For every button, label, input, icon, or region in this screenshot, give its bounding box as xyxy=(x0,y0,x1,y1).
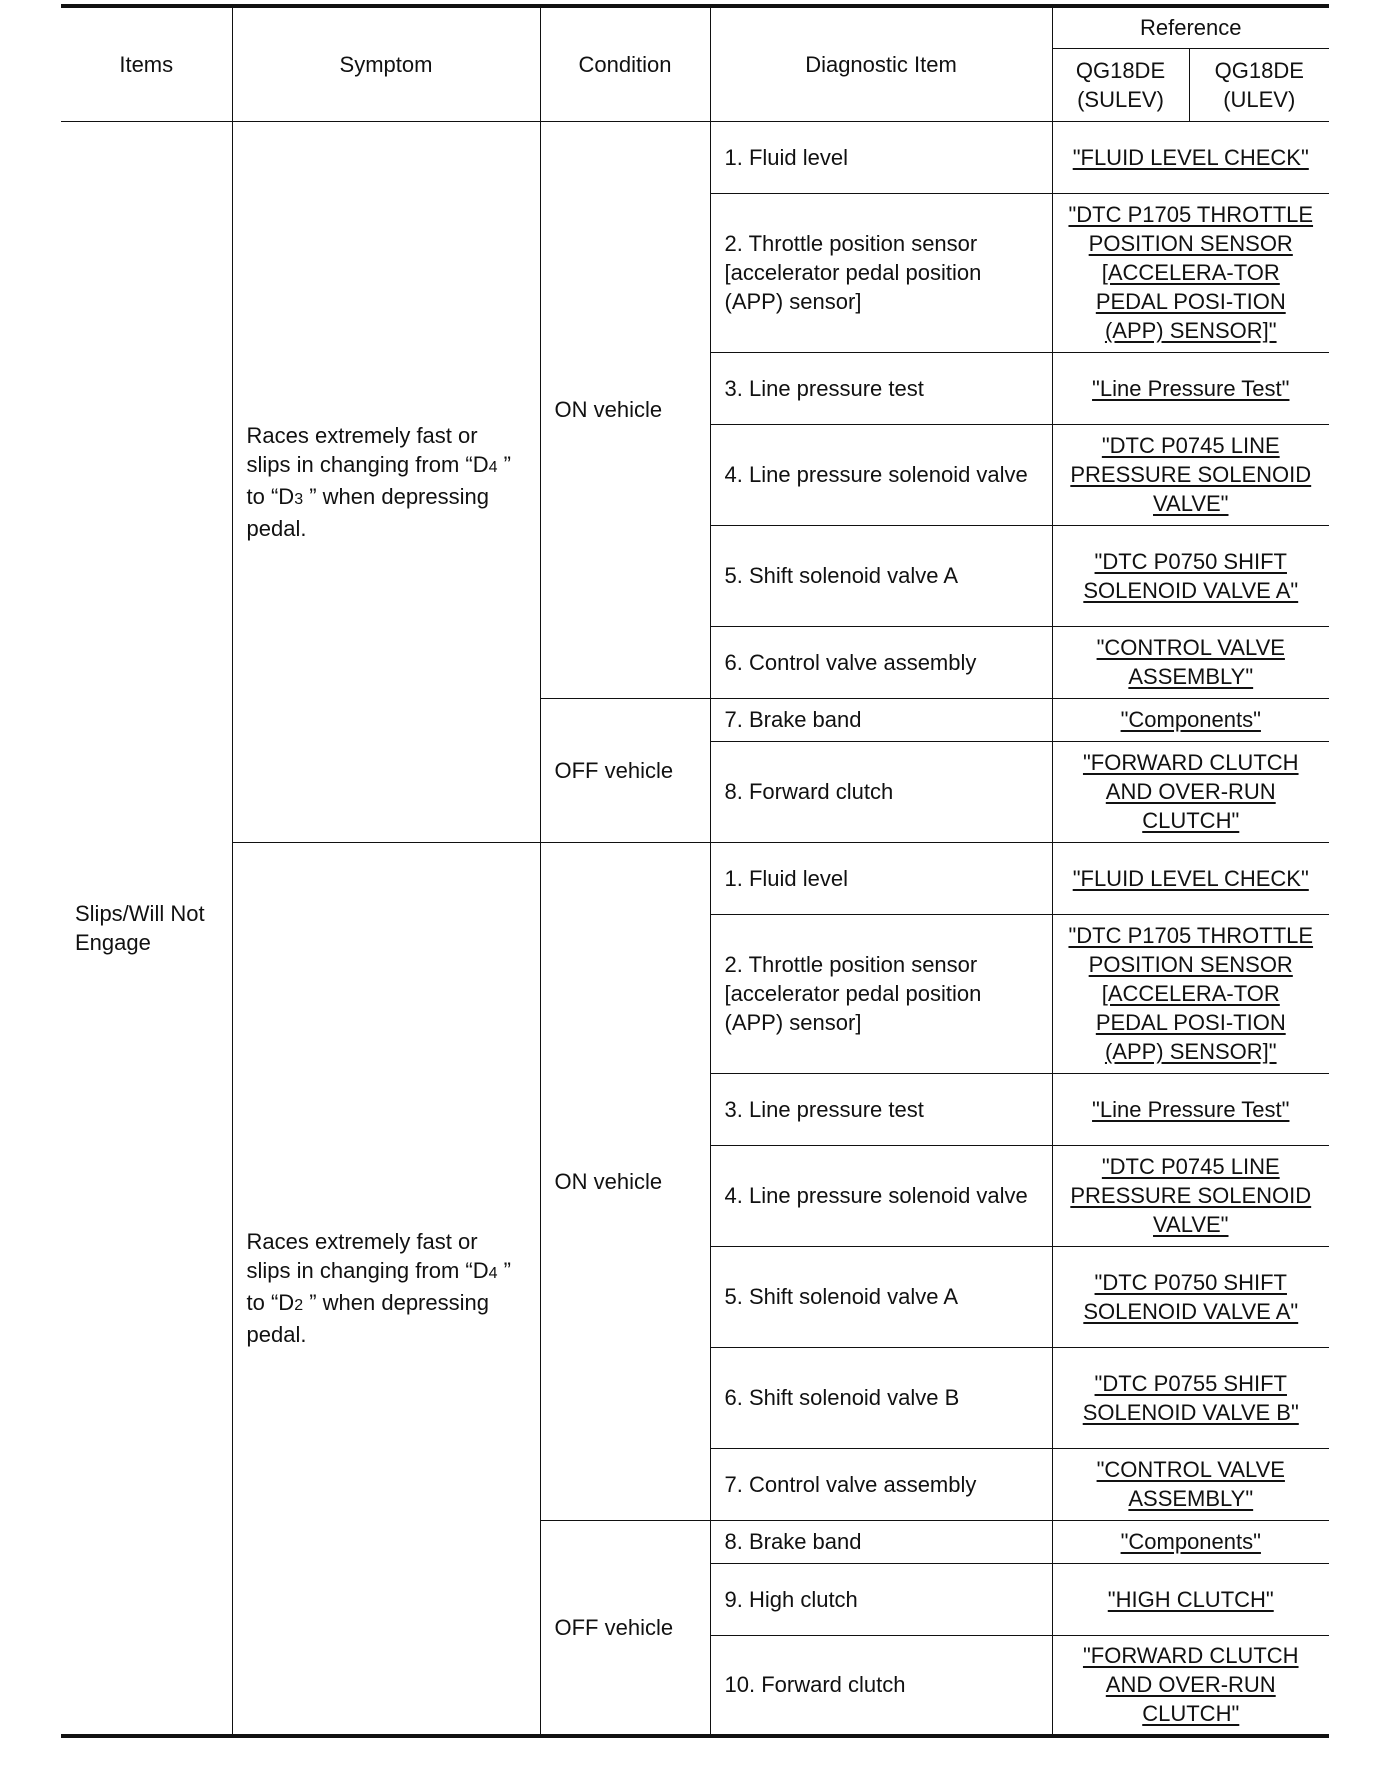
reference-link[interactable] xyxy=(1052,1520,1329,1563)
diag-item: 8. Forward clutch xyxy=(710,741,1052,842)
reference-link-text[interactable]: "CONTROL VALVE ASSEMBLY" xyxy=(1096,1457,1285,1511)
item-slips-will-not-engage: Slips/Will Not Engage xyxy=(61,121,232,1736)
reference-link-text[interactable]: "FORWARD CLUTCH AND OVER-RUN CLUTCH" xyxy=(1082,750,1299,833)
diag-item: 7. Control valve assembly xyxy=(710,1448,1052,1520)
ref-sulev-engine: QG18DE xyxy=(1075,57,1166,83)
reference-link[interactable] xyxy=(1052,525,1329,626)
reference-link-text[interactable]: "DTC P0745 LINE PRESSURE SOLENOID VALVE" xyxy=(1070,1154,1312,1237)
diag-item: 6. Control valve assembly xyxy=(710,626,1052,698)
symptom-d4-d2: Races extremely fast or slips in changing from “D4 ” to “D2 ” when depressing pedal. xyxy=(232,842,540,1736)
ref-ulev-emission: (ULEV) xyxy=(1223,86,1296,112)
diag-item: 4. Line pressure solenoid valve xyxy=(710,1145,1052,1246)
reference-link[interactable] xyxy=(1052,1145,1329,1246)
reference-link[interactable] xyxy=(1052,842,1329,914)
reference-link-text[interactable]: "DTC P0745 LINE PRESSURE SOLENOID VALVE" xyxy=(1070,433,1312,516)
reference-link[interactable] xyxy=(1052,741,1329,842)
reference-link[interactable] xyxy=(1052,1448,1329,1520)
reference-link-text[interactable]: "CONTROL VALVE ASSEMBLY" xyxy=(1096,635,1285,689)
diag-item: 5. Shift solenoid valve A xyxy=(710,525,1052,626)
reference-link-text[interactable]: "HIGH CLUTCH" xyxy=(1107,1586,1274,1612)
reference-link[interactable] xyxy=(1052,1563,1329,1635)
reference-link[interactable] xyxy=(1052,914,1329,1073)
header-items: Items xyxy=(61,6,232,121)
reference-link-text[interactable]: "Components" xyxy=(1120,1529,1261,1554)
reference-link-text[interactable]: "DTC P1705 THROTTLE POSITION SENSOR [ACCELERA-TOR PEDAL POSI-TION (APP) SENSOR]" xyxy=(1068,923,1314,1064)
diag-item: 7. Brake band xyxy=(710,698,1052,741)
reference-link[interactable] xyxy=(1052,424,1329,525)
diag-item: 9. High clutch xyxy=(710,1563,1052,1635)
reference-link[interactable] xyxy=(1052,698,1329,741)
reference-link[interactable] xyxy=(1052,1246,1329,1347)
reference-link-text[interactable]: "FORWARD CLUTCH AND OVER-RUN CLUTCH" xyxy=(1082,1643,1299,1727)
diag-item: 2. Throttle position sensor [accelerator pedal position (APP) sensor] xyxy=(710,193,1052,352)
header-condition: Condition xyxy=(540,6,710,121)
diag-item: 5. Shift solenoid valve A xyxy=(710,1246,1052,1347)
reference-link[interactable] xyxy=(1052,626,1329,698)
reference-link-text[interactable]: "Line Pressure Test" xyxy=(1092,375,1290,401)
reference-link[interactable] xyxy=(1052,193,1329,352)
condition-on-vehicle: ON vehicle xyxy=(540,121,710,698)
reference-link-text[interactable]: "Line Pressure Test" xyxy=(1092,1096,1290,1122)
reference-link[interactable] xyxy=(1052,352,1329,424)
condition-off-vehicle: OFF vehicle xyxy=(540,698,710,842)
ref-ulev-engine: QG18DE xyxy=(1214,57,1304,83)
header-ref-sulev xyxy=(1052,48,1189,121)
reference-link[interactable] xyxy=(1052,1347,1329,1448)
reference-link-text[interactable]: "DTC P0750 SHIFT SOLENOID VALVE A" xyxy=(1083,1269,1299,1324)
header-ref-ulev xyxy=(1189,48,1329,121)
symptom-d4-d3: Races extremely fast or slips in changing from “D4 ” to “D3 ” when depressing pedal. xyxy=(232,121,540,842)
diag-item: 2. Throttle position sensor [accelerator pedal position (APP) sensor] xyxy=(710,914,1052,1073)
reference-link[interactable] xyxy=(1052,1073,1329,1145)
diag-item: 4. Line pressure solenoid valve xyxy=(710,424,1052,525)
reference-link-text[interactable]: "Components" xyxy=(1120,707,1261,732)
diag-item: 3. Line pressure test xyxy=(710,352,1052,424)
reference-link[interactable] xyxy=(1052,1635,1329,1736)
diag-item: 10. Forward clutch xyxy=(710,1635,1052,1736)
condition-on-vehicle: ON vehicle xyxy=(540,842,710,1520)
reference-link-text[interactable]: "DTC P0755 SHIFT SOLENOID VALVE B" xyxy=(1082,1370,1299,1425)
condition-off-vehicle: OFF vehicle xyxy=(540,1520,710,1736)
header-reference: Reference xyxy=(1052,6,1329,48)
diag-item: 1. Fluid level xyxy=(710,121,1052,193)
header-diagnostic-item: Diagnostic Item xyxy=(710,6,1052,121)
reference-link-text[interactable]: "DTC P0750 SHIFT SOLENOID VALVE A" xyxy=(1083,548,1299,603)
diag-item: 3. Line pressure test xyxy=(710,1073,1052,1145)
reference-link[interactable] xyxy=(1052,121,1329,193)
header-symptom: Symptom xyxy=(232,6,540,121)
reference-link-text[interactable]: "FLUID LEVEL CHECK" xyxy=(1072,144,1309,170)
diag-item: 8. Brake band xyxy=(710,1520,1052,1563)
reference-link-text[interactable]: "FLUID LEVEL CHECK" xyxy=(1072,865,1309,891)
reference-link-text[interactable]: "DTC P1705 THROTTLE POSITION SENSOR [ACCELERA-TOR PEDAL POSI-TION (APP) SENSOR]" xyxy=(1068,202,1314,343)
ref-sulev-emission: (SULEV) xyxy=(1077,86,1164,112)
diag-item: 1. Fluid level xyxy=(710,842,1052,914)
diagnosis-table xyxy=(61,4,1329,1738)
diag-item: 6. Shift solenoid valve B xyxy=(710,1347,1052,1448)
